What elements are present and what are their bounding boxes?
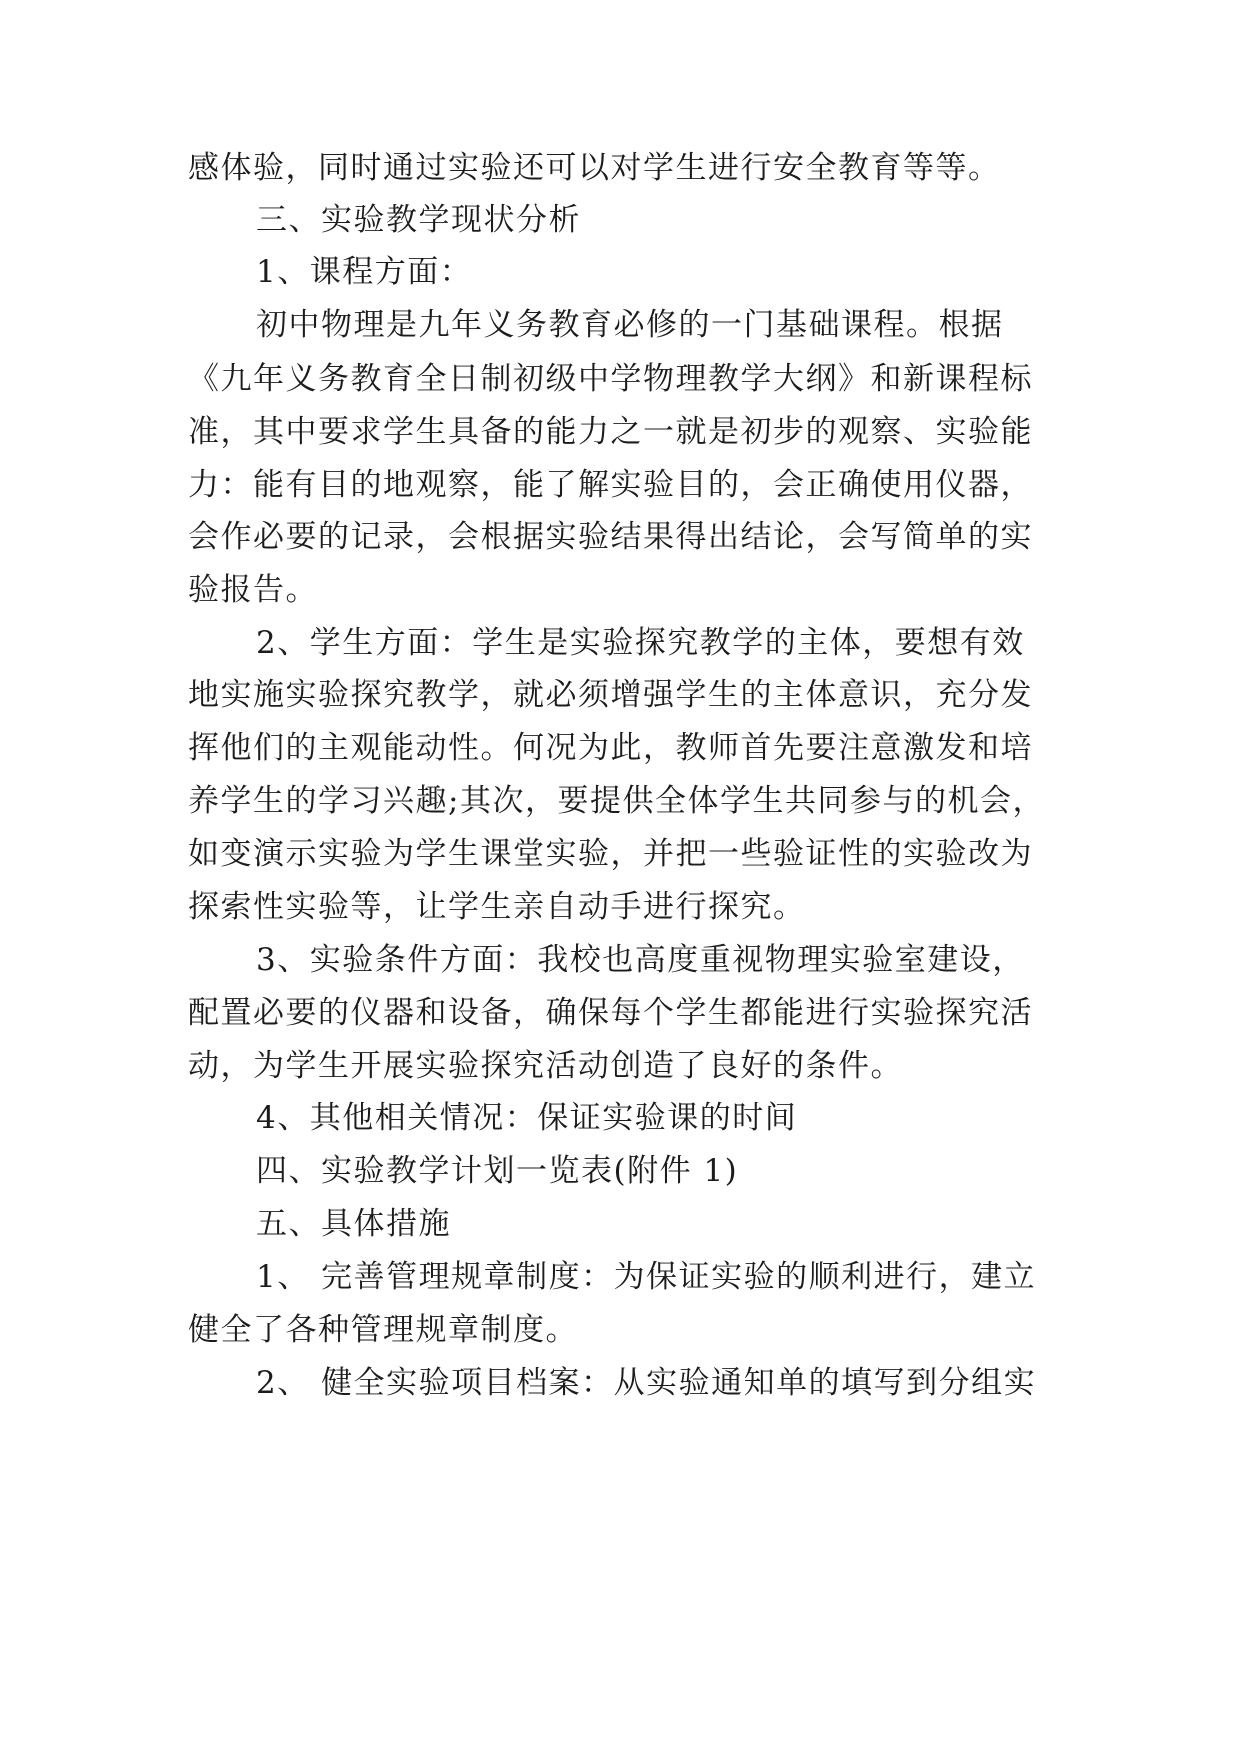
text-line: 挥他们的主观能动性。何况为此，教师首先要注意激发和培: [188, 730, 1033, 766]
text-line: 《九年义务教育全日制初级中学物理教学大纲》和新课程标: [188, 361, 1033, 397]
text-line: 如变演示实验为学生课堂实验，并把一些验证性的实验改为: [188, 836, 1033, 872]
section-heading: 四、实验教学计划一览表(附件 1): [256, 1153, 739, 1189]
text-line: 动，为学生开展实验探究活动创造了良好的条件。: [188, 1048, 903, 1084]
text-line: 健全了各种管理规章制度。: [188, 1312, 578, 1348]
text-line: 验报告。: [188, 572, 318, 608]
text-line: 准，其中要求学生具备的能力之一就是初步的观察、实验能: [188, 414, 1033, 450]
text-line: 初中物理是九年义务教育必修的一门基础课程。根据: [256, 307, 1004, 343]
text-line: 1、 完善管理规章制度：为保证实验的顺利进行，建立: [256, 1259, 1037, 1295]
text-line: 探索性实验等，让学生亲自动手进行探究。: [188, 889, 806, 925]
section-heading: 五、具体措施: [256, 1206, 451, 1242]
text-line: 配置必要的仪器和设备，确保每个学生都能进行实验探究活: [188, 995, 1033, 1031]
text-line: 力：能有目的地观察，能了解实验目的，会正确使用仪器，: [188, 467, 1033, 503]
text-line: 会作必要的记录，会根据实验结果得出结论，会写简单的实: [188, 519, 1033, 555]
subsection-heading: 1、课程方面：: [256, 254, 473, 290]
text-line: 养学生的学习兴趣;其次，要提供全体学生共同参与的机会，: [188, 783, 1045, 819]
text-line: 2、学生方面：学生是实验探究教学的主体，要想有效: [256, 625, 1025, 661]
text-line: 地实施实验探究教学，就必须增强学生的主体意识，充分发: [188, 677, 1033, 713]
text-line: 感体验，同时通过实验还可以对学生进行安全教育等等。: [188, 150, 1001, 186]
text-line: 3、实验条件方面：我校也高度重视物理实验室建设，: [256, 942, 1025, 978]
text-line: 4、其他相关情况：保证实验课的时间: [256, 1100, 798, 1136]
section-heading: 三、实验教学现状分析: [256, 202, 581, 238]
text-line: 2、 健全实验项目档案：从实验通知单的填写到分组实: [256, 1365, 1037, 1401]
